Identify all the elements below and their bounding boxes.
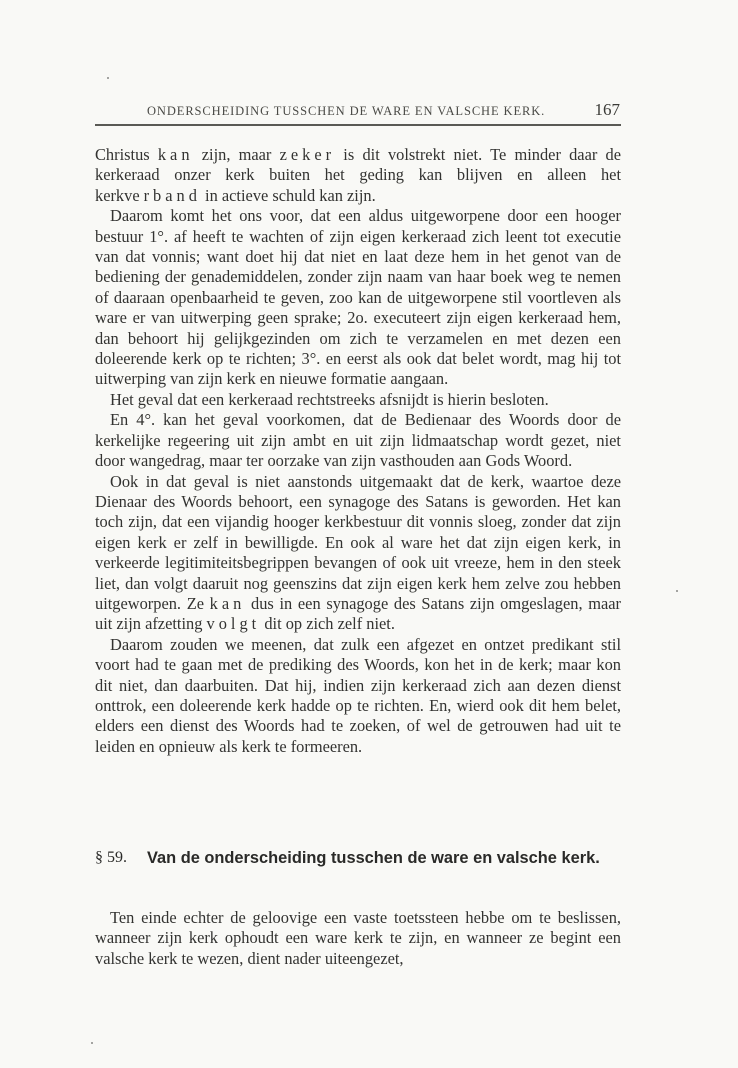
paragraph-5: Ook in dat geval is niet aanstonds uitgemaakt dat de kerk, waartoe deze Dienaar des Woords behoort, een synagoge des Satans is geworden. Het kan toch zijn, dat een vijandig hooger kerkbestuur dit vonnis sloeg, zonder dat zijn eigen kerk er zelf in bewilligde. En ook al ware het dat zijn eigen kerk, in verkeerde legitimiteitsbegrippen bevangen of ook uit vreeze, hem in den steek liet, dan volgt daaruit nog geenszins dat zijn eigen kerk hem zelve zou hebben uitgeworpen. Ze kan dus in een synagoge des Satans zijn omgeslagen, maar uit zijn afzetting volgt dit op zich zelf niet. — [95, 471, 621, 634]
paper-speck — [107, 77, 109, 79]
body-text — [95, 145, 621, 757]
page-number: 167 — [594, 100, 620, 119]
running-title: ONDERSCHEIDING TUSSCHEN DE WARE EN VALSCHE KERK. — [147, 104, 546, 118]
section-number: § 59. — [95, 849, 127, 866]
spaced-emphasis: volgt — [206, 614, 261, 634]
page-header — [95, 102, 620, 122]
section-title: Van de onderscheiding tusschen de ware en valsche kerk. — [147, 849, 600, 867]
spaced-emphasis: erband — [132, 185, 201, 205]
paragraph-7: Ten einde echter de geloovige een vaste toetssteen hebbe om te beslissen, wanneer zijn kerk ophoudt een ware kerk te zijn, en wanneer ze begint een valsche kerk te wezen, dient nader uiteengezet, — [95, 908, 621, 968]
section-body — [95, 908, 621, 969]
paragraph-4: En 4°. kan het geval voorkomen, dat de Bedienaar des Woords door de kerkelijke regeering uit zijn ambt en uit zijn lidmaatschap wordt gezet, niet door wangedrag, maar ter oorzake van zijn vasthouden aan Gods Woord. — [95, 410, 621, 471]
spaced-emphasis: kan — [209, 593, 246, 613]
paragraph-6: Daarom zouden we meenen, dat zulk een afgezet en ontzet predikant stil voort had te gaan met de prediking des Woords, kon het in de kerk; maar kon dit niet, dan daarbuiten. Dat hij, indien zijn kerkeraad zich aan dezen dienst onttrok, een doleerende kerk hadde op te richten. En, wierd ook dit hem belet, elders een dienst des Woords had te zoeken, of wel de getrouwen had uit te leiden en opnieuw als kerk te formeeren. — [95, 634, 621, 756]
spaced-emphasis: kan — [157, 145, 194, 164]
section-heading — [95, 848, 621, 869]
paragraph-3: Het geval dat een kerkeraad rechtstreeks afsnijdt is hierin besloten. — [110, 389, 549, 409]
paragraph-2: Daarom komt het ons voor, dat een aldus uitgeworpene door een hooger bestuur 1°. af heeft te wachten of zijn eigen kerkeraad zich leent tot executie van dat vonnis; want doet hij dat niet en laat deze hem in het genot van de bediening der genademiddelen, zonder zijn naam van haar boek weg te nemen of daaraan openbaarheid te geven, zoo kan de uitgeworpene stil voortleven als ware er van uitwerping geen sprake; 2o. executeert zijn eigen kerkeraad hem, dan behoort hij gelijkgezinden om zich te verzamelen en met dezen een doleerende kerk op te richten; 3°. en eerst als ook dat belet wordt, mag hij tot uitwerping van zijn kerk en nieuwe formatie aangaan. — [95, 206, 621, 389]
spaced-emphasis: zeker — [279, 145, 336, 164]
paper-speck — [91, 1042, 93, 1044]
paragraph-1: Christus kan zijn, maar zeker is dit volstrekt niet. Te minder daar de kerkeraad onzer kerk buiten het geding kan blijven en alleen het kerkverband in actieve schuld kan zijn. — [95, 145, 621, 205]
paper-speck — [676, 590, 678, 592]
header-rule — [95, 124, 621, 126]
